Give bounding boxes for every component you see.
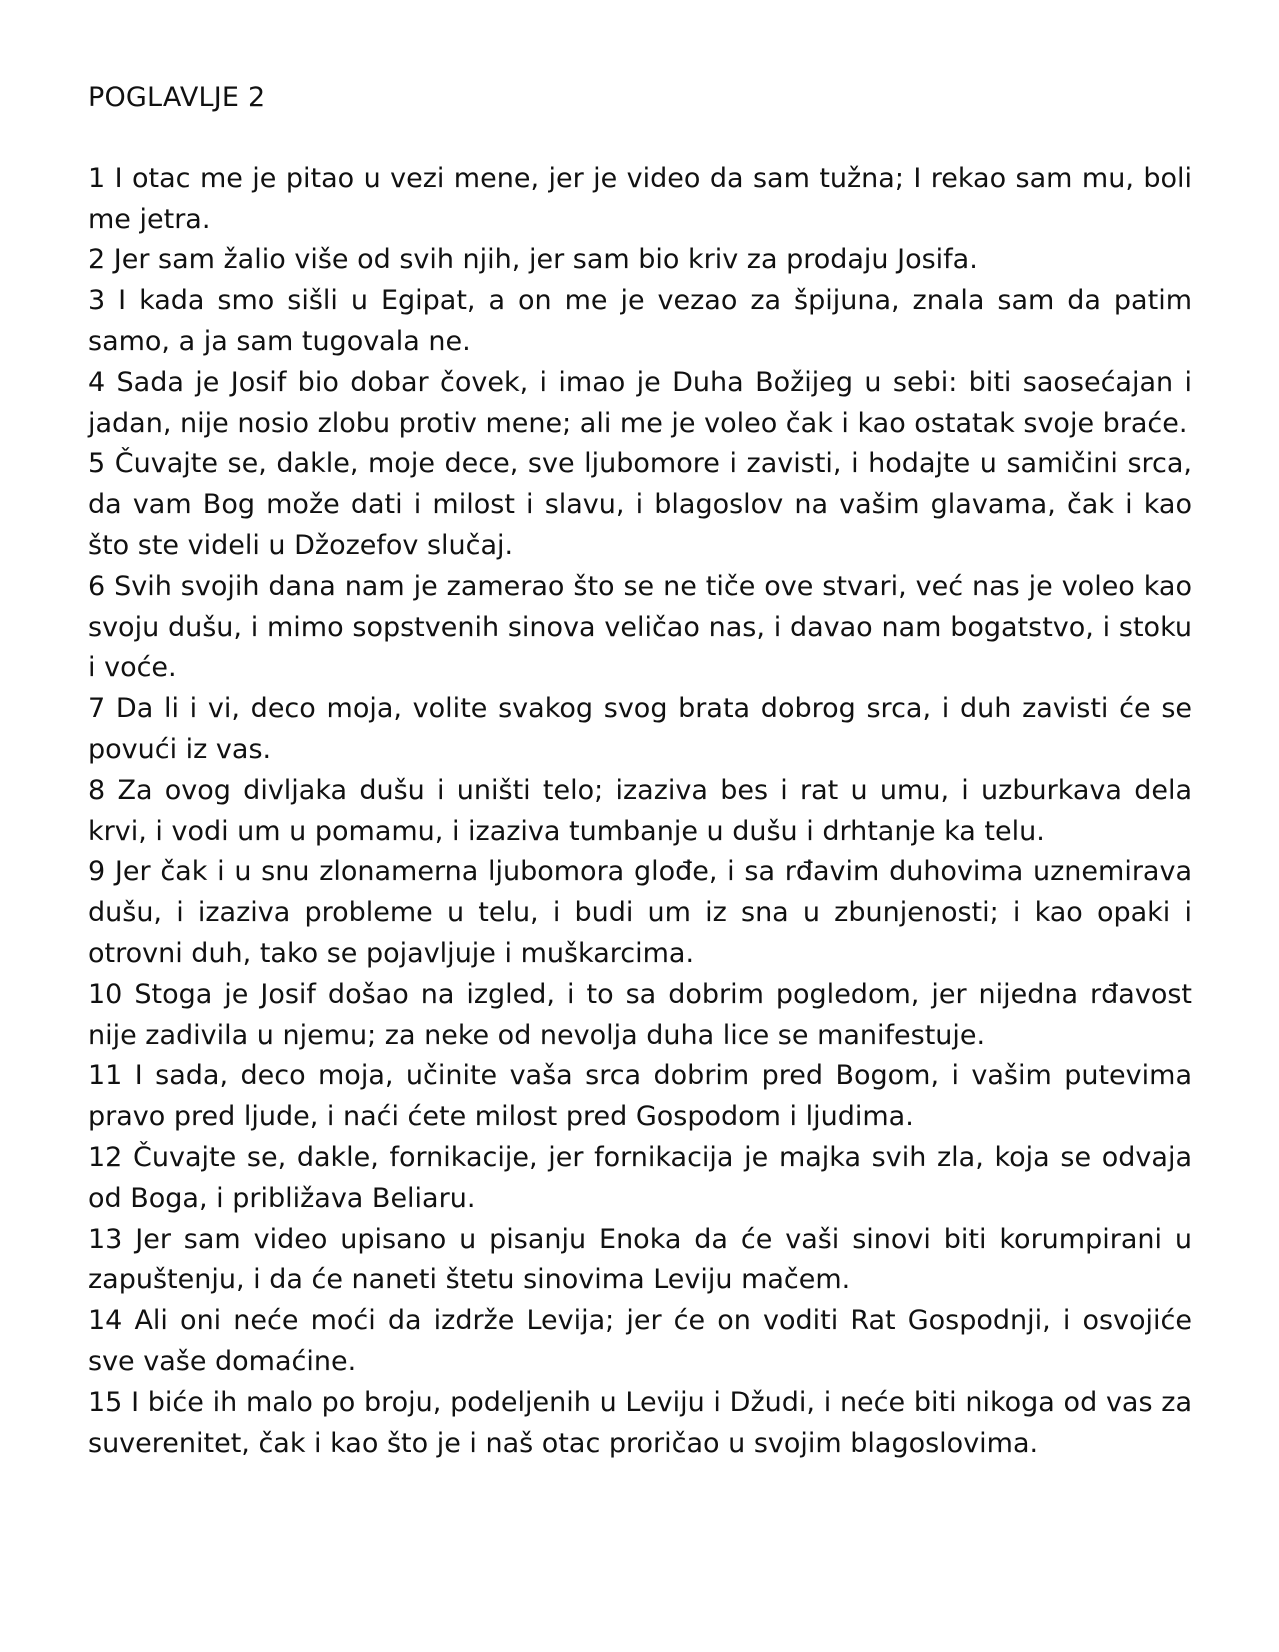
verse-15: 15 I biće ih malo po broju, podeljenih u Leviju i Džudi, i neće biti nikoga od vas za suverenitet, čak i kao što je i naš otac proričao u svojim blagoslovima.: [88, 1386, 1192, 1459]
verse-6: 6 Svih svojih dana nam je zamerao što se ne tiče ove stvari, već nas je voleo kao svoju dušu, i mimo sopstvenih sinova veličao nas, i davao nam bogatstvo, i stoku i voće.: [88, 570, 1192, 684]
verse-7: 7 Da li i vi, deco moja, volite svakog svog brata dobrog srca, i duh zavisti će se povući iz vas.: [88, 693, 1192, 765]
verse-1: 1 I otac me je pitao u vezi mene, jer je video da sam tužna; I rekao sam mu, boli me jetra.: [88, 162, 1192, 235]
verse-14: 14 Ali oni neće moći da izdrže Levija; jer će on voditi Rat Gospodnji, i osvojiće sve vaše domaćine.: [88, 1305, 1192, 1377]
verse-12: 12 Čuvajte se, dakle, fornikacije, jer fornikacija je majka svih zla, koja se odvaja od Boga, i približava Beliaru.: [88, 1141, 1192, 1214]
verse-9: 9 Jer čak i u snu zlonamerna ljubomora glođe, i sa rđavim duhovima uznemirava dušu, i izaziva probleme u telu, i budi um iz sna u zbunjenosti; i kao opaki i otrovni duh, tako se pojavljuje i muškarcima.: [88, 856, 1192, 969]
verse-3: 3 I kada smo sišli u Egipat, a on me je vezao za špijuna, znala sam da patim samo, a ja sam tugovala ne.: [88, 285, 1192, 357]
verse-5: 5 Čuvajte se, dakle, moje dece, sve ljubomore i zavisti, i hodajte u samičini srca, da vam Bog može dati i milost i slavu, i blagoslov na vašim glavama, čak i kao što ste videli u Džozefov slučaj.: [88, 448, 1192, 561]
verse-4: 4 Sada je Josif bio dobar čovek, i imao je Duha Božijeg u sebi: biti saosećajan i jadan, nije nosio zlobu protiv mene; ali me je voleo čak i kao ostatak svoje braće.: [88, 366, 1192, 439]
chapter-title: POGLAVLJE 2: [88, 82, 266, 113]
verse-8: 8 Za ovog divljaka dušu i uništi telo; izaziva bes i rat u umu, i uzburkava dela krvi, i vodi um u pomamu, i izaziva tumbanje u dušu i drhtanje ka telu.: [88, 774, 1192, 847]
document-page: [88, 78, 1192, 1464]
verse-10: 10 Stoga je Josif došao na izgled, i to sa dobrim pogledom, jer nijedna rđavost nije zadivila u njemu; za neke od nevolja duha lice se manifestuje.: [88, 978, 1192, 1051]
verse-13: 13 Jer sam video upisano u pisanju Enoka da će vaši sinovi biti korumpirani u zapuštenju, i da će naneti štetu sinovima Leviju mačem.: [88, 1223, 1192, 1296]
verse-2: 2 Jer sam žalio više od svih njih, jer sam bio kriv za prodaju Josifa.: [88, 244, 978, 276]
verse-11: 11 I sada, deco moja, učinite vaša srca dobrim pred Bogom, i vašim putevima pravo pred ljude, i naći ćete milost pred Gospodom i ljudima.: [88, 1060, 1192, 1133]
